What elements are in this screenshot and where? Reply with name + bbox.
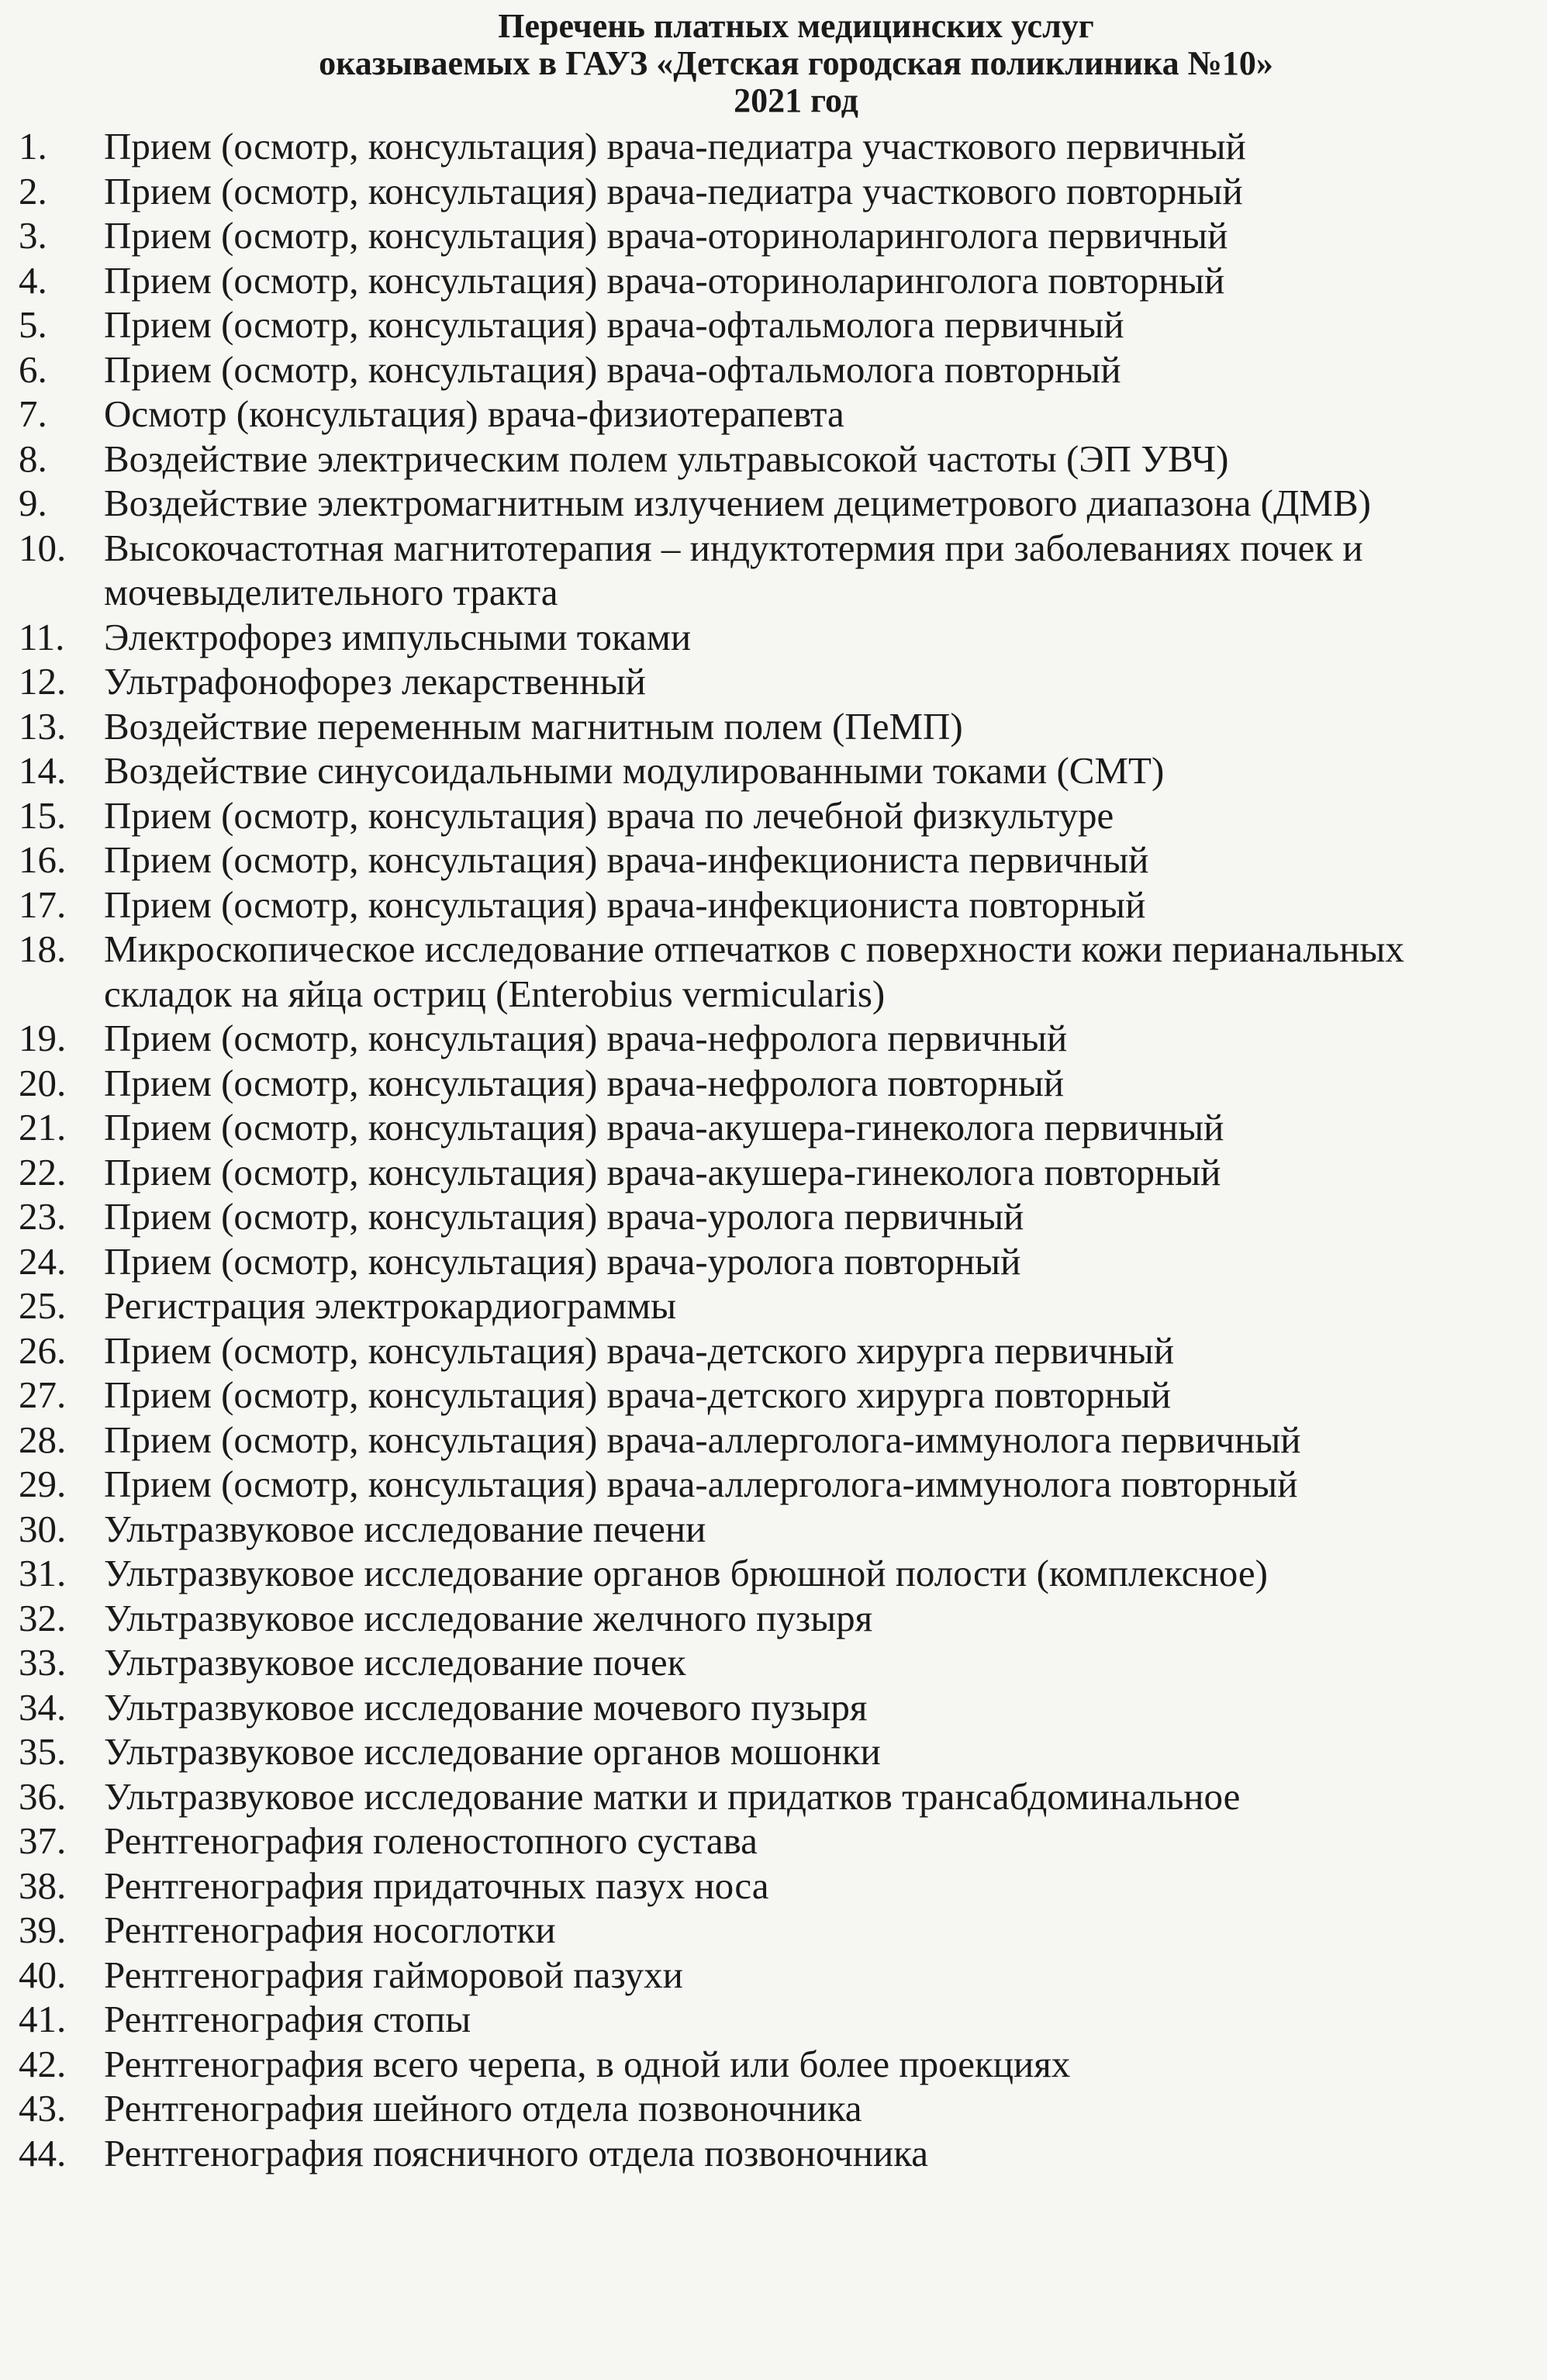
service-text: Ультразвуковое исследование почек [104, 1641, 686, 1684]
service-item [14, 1105, 1524, 1150]
service-item [14, 1640, 1524, 1685]
service-text: Ультразвуковое исследование органов брюшной полости (комплексное) [104, 1552, 1268, 1594]
service-item [14, 1507, 1524, 1552]
service-number: 39. [19, 1908, 67, 1951]
service-text: Ультразвуковое исследование печени [104, 1507, 706, 1550]
service-item [14, 1997, 1524, 2042]
service-number: 41. [19, 1998, 67, 2040]
service-number: 25. [19, 1284, 67, 1327]
service-number: 32. [19, 1596, 67, 1639]
service-item [14, 615, 1524, 660]
service-text: Электрофорез импульсными токами [104, 615, 692, 658]
service-text: Прием (осмотр, консультация) врача-инфекциониста повторный [104, 883, 1146, 926]
service-text: Осмотр (консультация) врача-физиотерапевта [104, 392, 844, 435]
service-item [14, 2086, 1524, 2131]
service-item [14, 1729, 1524, 1774]
service-text: Прием (осмотр, консультация) врача-аллерголога-иммунолога первичный [104, 1418, 1301, 1461]
service-number: 10. [19, 526, 67, 569]
service-item [14, 838, 1524, 883]
service-item [14, 2042, 1524, 2087]
service-number: 22. [19, 1150, 67, 1193]
service-list [14, 124, 1524, 2175]
service-number: 28. [19, 1418, 67, 1461]
service-text: Ультразвуковое исследование мочевого пузыря [104, 1685, 868, 1729]
service-text: Прием (осмотр, консультация) врача-акушера-гинеколога первичный [104, 1106, 1224, 1149]
service-number: 4. [19, 258, 47, 302]
service-item [14, 1061, 1524, 1106]
service-number: 6. [19, 347, 47, 391]
service-item [14, 124, 1524, 169]
service-text: Рентгенография голеностопного сустава [104, 1819, 758, 1862]
service-item [14, 1418, 1524, 1463]
service-item [14, 526, 1524, 615]
service-text: Прием (осмотр, консультация) врача-оториноларинголога повторный [104, 258, 1225, 302]
header-title: Перечень платных медицинских услуг [498, 7, 1094, 45]
service-text: Рентгенография стопы [104, 1998, 471, 2040]
service-text: Воздействие электромагнитным излучением дециметрового диапазона (ДМВ) [104, 482, 1371, 524]
service-item [14, 1596, 1524, 1641]
service-item [14, 1194, 1524, 1239]
service-text: Ультразвуковое исследование органов мошонки [104, 1730, 881, 1773]
service-number: 7. [19, 392, 47, 435]
service-item [14, 2131, 1524, 2176]
service-text: Прием (осмотр, консультация) врача-инфекциониста первичный [104, 838, 1149, 881]
service-item [14, 213, 1524, 258]
service-number: 19. [19, 1017, 67, 1059]
service-number: 36. [19, 1774, 67, 1818]
service-text: Прием (осмотр, консультация) врача-уролога первичный [104, 1195, 1024, 1238]
service-item [14, 704, 1524, 749]
service-item [14, 793, 1524, 838]
service-number: 35. [19, 1730, 67, 1773]
service-text: Прием (осмотр, консультация) врача-педиатра участкового первичный [104, 125, 1246, 168]
service-item [14, 1016, 1524, 1061]
service-item [14, 481, 1524, 526]
service-number: 9. [19, 482, 47, 524]
service-number: 1. [19, 125, 47, 168]
service-text: Регистрация электрокардиограммы [104, 1284, 677, 1327]
service-text: Ультрафонофорез лекарственный [104, 660, 646, 703]
service-number: 11. [19, 615, 65, 658]
service-number: 3. [19, 214, 47, 257]
service-number: 16. [19, 838, 67, 881]
service-number: 8. [19, 437, 47, 480]
service-number: 2. [19, 169, 47, 212]
service-number: 12. [19, 660, 67, 703]
service-text: Рентгенография поясничного отдела позвоночника [104, 2131, 929, 2174]
service-number: 24. [19, 1239, 67, 1283]
service-number: 23. [19, 1195, 67, 1238]
service-text: Прием (осмотр, консультация) врача-акушера-гинеколога повторный [104, 1150, 1221, 1193]
service-item [14, 169, 1524, 214]
service-number: 40. [19, 1953, 67, 1996]
service-item [14, 1150, 1524, 1195]
service-item [14, 927, 1524, 1016]
service-text: Микроскопическое исследование отпечатков с поверхности кожи перианальных складок на яйца остриц (Enterobius vermicularis) [104, 927, 1404, 1015]
service-item [14, 1864, 1524, 1908]
service-item [14, 1819, 1524, 1864]
service-item [14, 258, 1524, 303]
service-text: Прием (осмотр, консультация) врача-педиатра участкового повторный [104, 169, 1243, 212]
service-item [14, 748, 1524, 793]
service-number: 29. [19, 1463, 67, 1505]
service-text: Прием (осмотр, консультация) врача-нефролога первичный [104, 1017, 1068, 1059]
service-number: 34. [19, 1685, 67, 1729]
service-number: 31. [19, 1552, 67, 1594]
service-number: 38. [19, 1864, 67, 1907]
service-item [14, 437, 1524, 482]
service-item [14, 1551, 1524, 1596]
service-text: Рентгенография носоглотки [104, 1908, 556, 1951]
service-text: Высокочастотная магнитотерапия – индуктотермия при заболеваниях почек и мочевыделительного тракта [104, 526, 1363, 613]
service-number: 13. [19, 704, 67, 748]
service-number: 26. [19, 1328, 67, 1372]
service-number: 33. [19, 1641, 67, 1684]
service-item [14, 883, 1524, 927]
service-text: Прием (осмотр, консультация) врача-уролога повторный [104, 1239, 1021, 1283]
service-item [14, 1774, 1524, 1819]
service-number: 37. [19, 1819, 67, 1862]
service-text: Ультразвуковое исследование желчного пузыря [104, 1596, 873, 1639]
service-number: 27. [19, 1373, 67, 1416]
service-number: 21. [19, 1106, 67, 1149]
service-item [14, 392, 1524, 437]
service-text: Прием (осмотр, консультация) врача-аллерголога-иммунолога повторный [104, 1463, 1298, 1505]
service-item [14, 1462, 1524, 1507]
service-text: Прием (осмотр, консультация) врача по лечебной физкультуре [104, 793, 1114, 837]
service-item [14, 1328, 1524, 1373]
service-text: Прием (осмотр, консультация) врача-офтальмолога первичный [104, 303, 1124, 346]
service-number: 5. [19, 303, 47, 346]
service-text: Прием (осмотр, консультация) врача-нефролога повторный [104, 1061, 1065, 1104]
service-text: Рентгенография придаточных пазух носа [104, 1864, 769, 1907]
service-item [14, 1953, 1524, 1998]
service-text: Прием (осмотр, консультация) врача-детского хирурга повторный [104, 1373, 1171, 1416]
service-text: Прием (осмотр, консультация) врача-детского хирурга первичный [104, 1328, 1175, 1372]
service-text: Воздействие синусоидальными модулированными токами (СМТ) [104, 749, 1165, 792]
service-item [14, 347, 1524, 392]
service-number: 30. [19, 1507, 67, 1550]
service-item [14, 302, 1524, 347]
service-number: 14. [19, 749, 67, 792]
service-text: Рентгенография всего черепа, в одной или более проекциях [104, 2042, 1071, 2085]
service-text: Ультразвуковое исследование матки и придатков трансабдоминальное [104, 1774, 1241, 1818]
service-text: Прием (осмотр, консультация) врача-оториноларинголога первичный [104, 214, 1228, 257]
service-number: 18. [19, 927, 67, 970]
service-number: 44. [19, 2131, 67, 2174]
service-number: 17. [19, 883, 67, 926]
service-item [14, 1373, 1524, 1418]
service-item [14, 1283, 1524, 1328]
service-number: 20. [19, 1061, 67, 1104]
header-year: 2021 год [734, 81, 858, 119]
document-header [107, 8, 1485, 119]
service-item [14, 1908, 1524, 1953]
service-text: Рентгенография гайморовой пазухи [104, 1953, 683, 1996]
service-item [14, 1239, 1524, 1284]
service-text: Воздействие переменным магнитным полем (ПеМП) [104, 704, 963, 748]
service-number: 15. [19, 793, 67, 837]
header-organization: оказываемых в ГАУЗ «Детская городская поликлиника №10» [319, 44, 1273, 82]
service-number: 43. [19, 2087, 67, 2130]
service-text: Рентгенография шейного отдела позвоночника [104, 2087, 862, 2130]
service-item [14, 1685, 1524, 1730]
service-item [14, 659, 1524, 704]
service-text: Прием (осмотр, консультация) врача-офтальмолога повторный [104, 347, 1121, 391]
service-text: Воздействие электрическим полем ультравысокой частоты (ЭП УВЧ) [104, 437, 1229, 480]
service-number: 42. [19, 2042, 67, 2085]
